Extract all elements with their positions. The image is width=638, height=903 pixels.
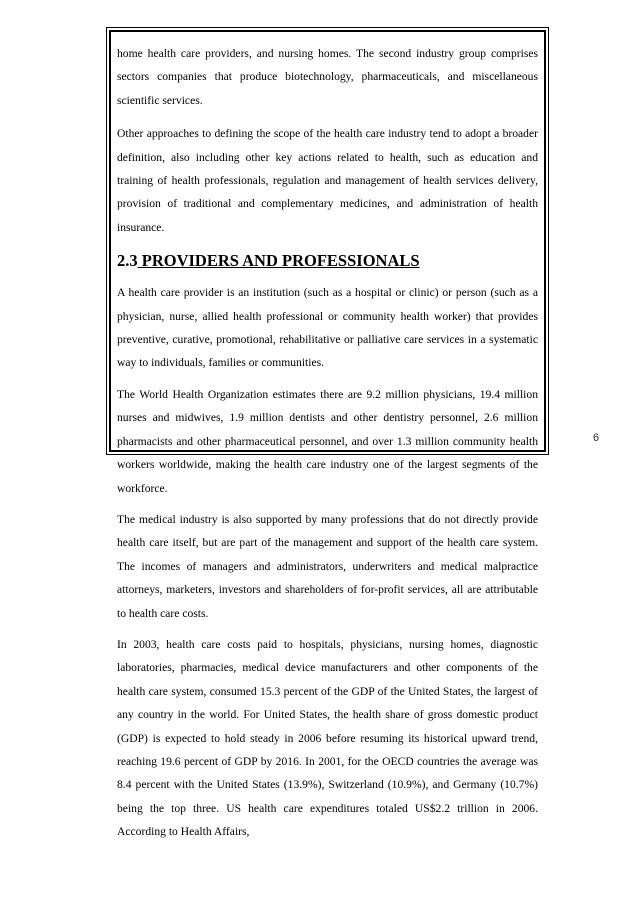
paragraph-health-care-provider: A health care provider is an institution (such as a hospital or clinic) or person (such as a physician, nurse, allied health professional or community health worker) that provides preventive, curative, promotional, rehabilitative or palliative care services in a systematic way to individuals, families or communities.	[117, 286, 538, 370]
page-border-frame	[109, 30, 546, 839]
section-title: PROVIDERS AND PROFESSIONALS	[137, 251, 420, 271]
page-number: 6	[593, 432, 600, 444]
paragraph-who-estimates: The World Health Organization estimates there are 9.2 million physicians, 19.4 million nurses and midwives, 1.9 million dentists and other dentistry personnel, 2.6 million pharmacists and other pharmaceutical personnel, and over 1.3 million community health workers worldwide, making the health care industry one of the largest segments of the workforce.	[117, 387, 538, 495]
section-heading	[117, 251, 538, 271]
paragraph-supporting-professions: The medical industry is also supported by many professions that do not directly provide health care itself, but are part of the management and support of the health care system. The incomes of managers and administrators, underwriters and medical malpractice attorneys, marketers, investors and shareholders of for-profit services, all are attributable to health care costs.	[117, 512, 538, 620]
paragraph-industry-groups: home health care providers, and nursing homes. The second industry group comprises sectors companies that produce biotechnology, pharmaceuticals, and miscellaneous scientific services.	[117, 47, 538, 107]
paragraph-broader-definition: Other approaches to defining the scope of the health care industry tend to adopt a broader definition, also including other key actions related to health, such as education and training of health professionals, regulation and management of health services delivery, provision of traditional and complementary medicines, and administration of health insurance.	[117, 127, 538, 234]
paragraph-health-care-costs: In 2003, health care costs paid to hospitals, physicians, nursing homes, diagnostic laboratories, pharmacies, medical device manufacturers and other components of the health care system, consumed 15.3 percent of the GDP of the United States, the largest of any country in the world. For United States, the health share of gross domestic product (GDP) is expected to hold steady in 2006 before resuming its historical upward trend, reaching 19.6 percent of GDP by 2016. In 2001, for the OECD countries the average was 8.4 percent with the United States (13.9%), Switzerland (10.9%), and Germany (10.7%) being the top three. US health care expenditures totaled US$2.2 trillion in 2006. According to Health Affairs,	[117, 637, 538, 839]
section-number: 2.3	[117, 251, 138, 271]
